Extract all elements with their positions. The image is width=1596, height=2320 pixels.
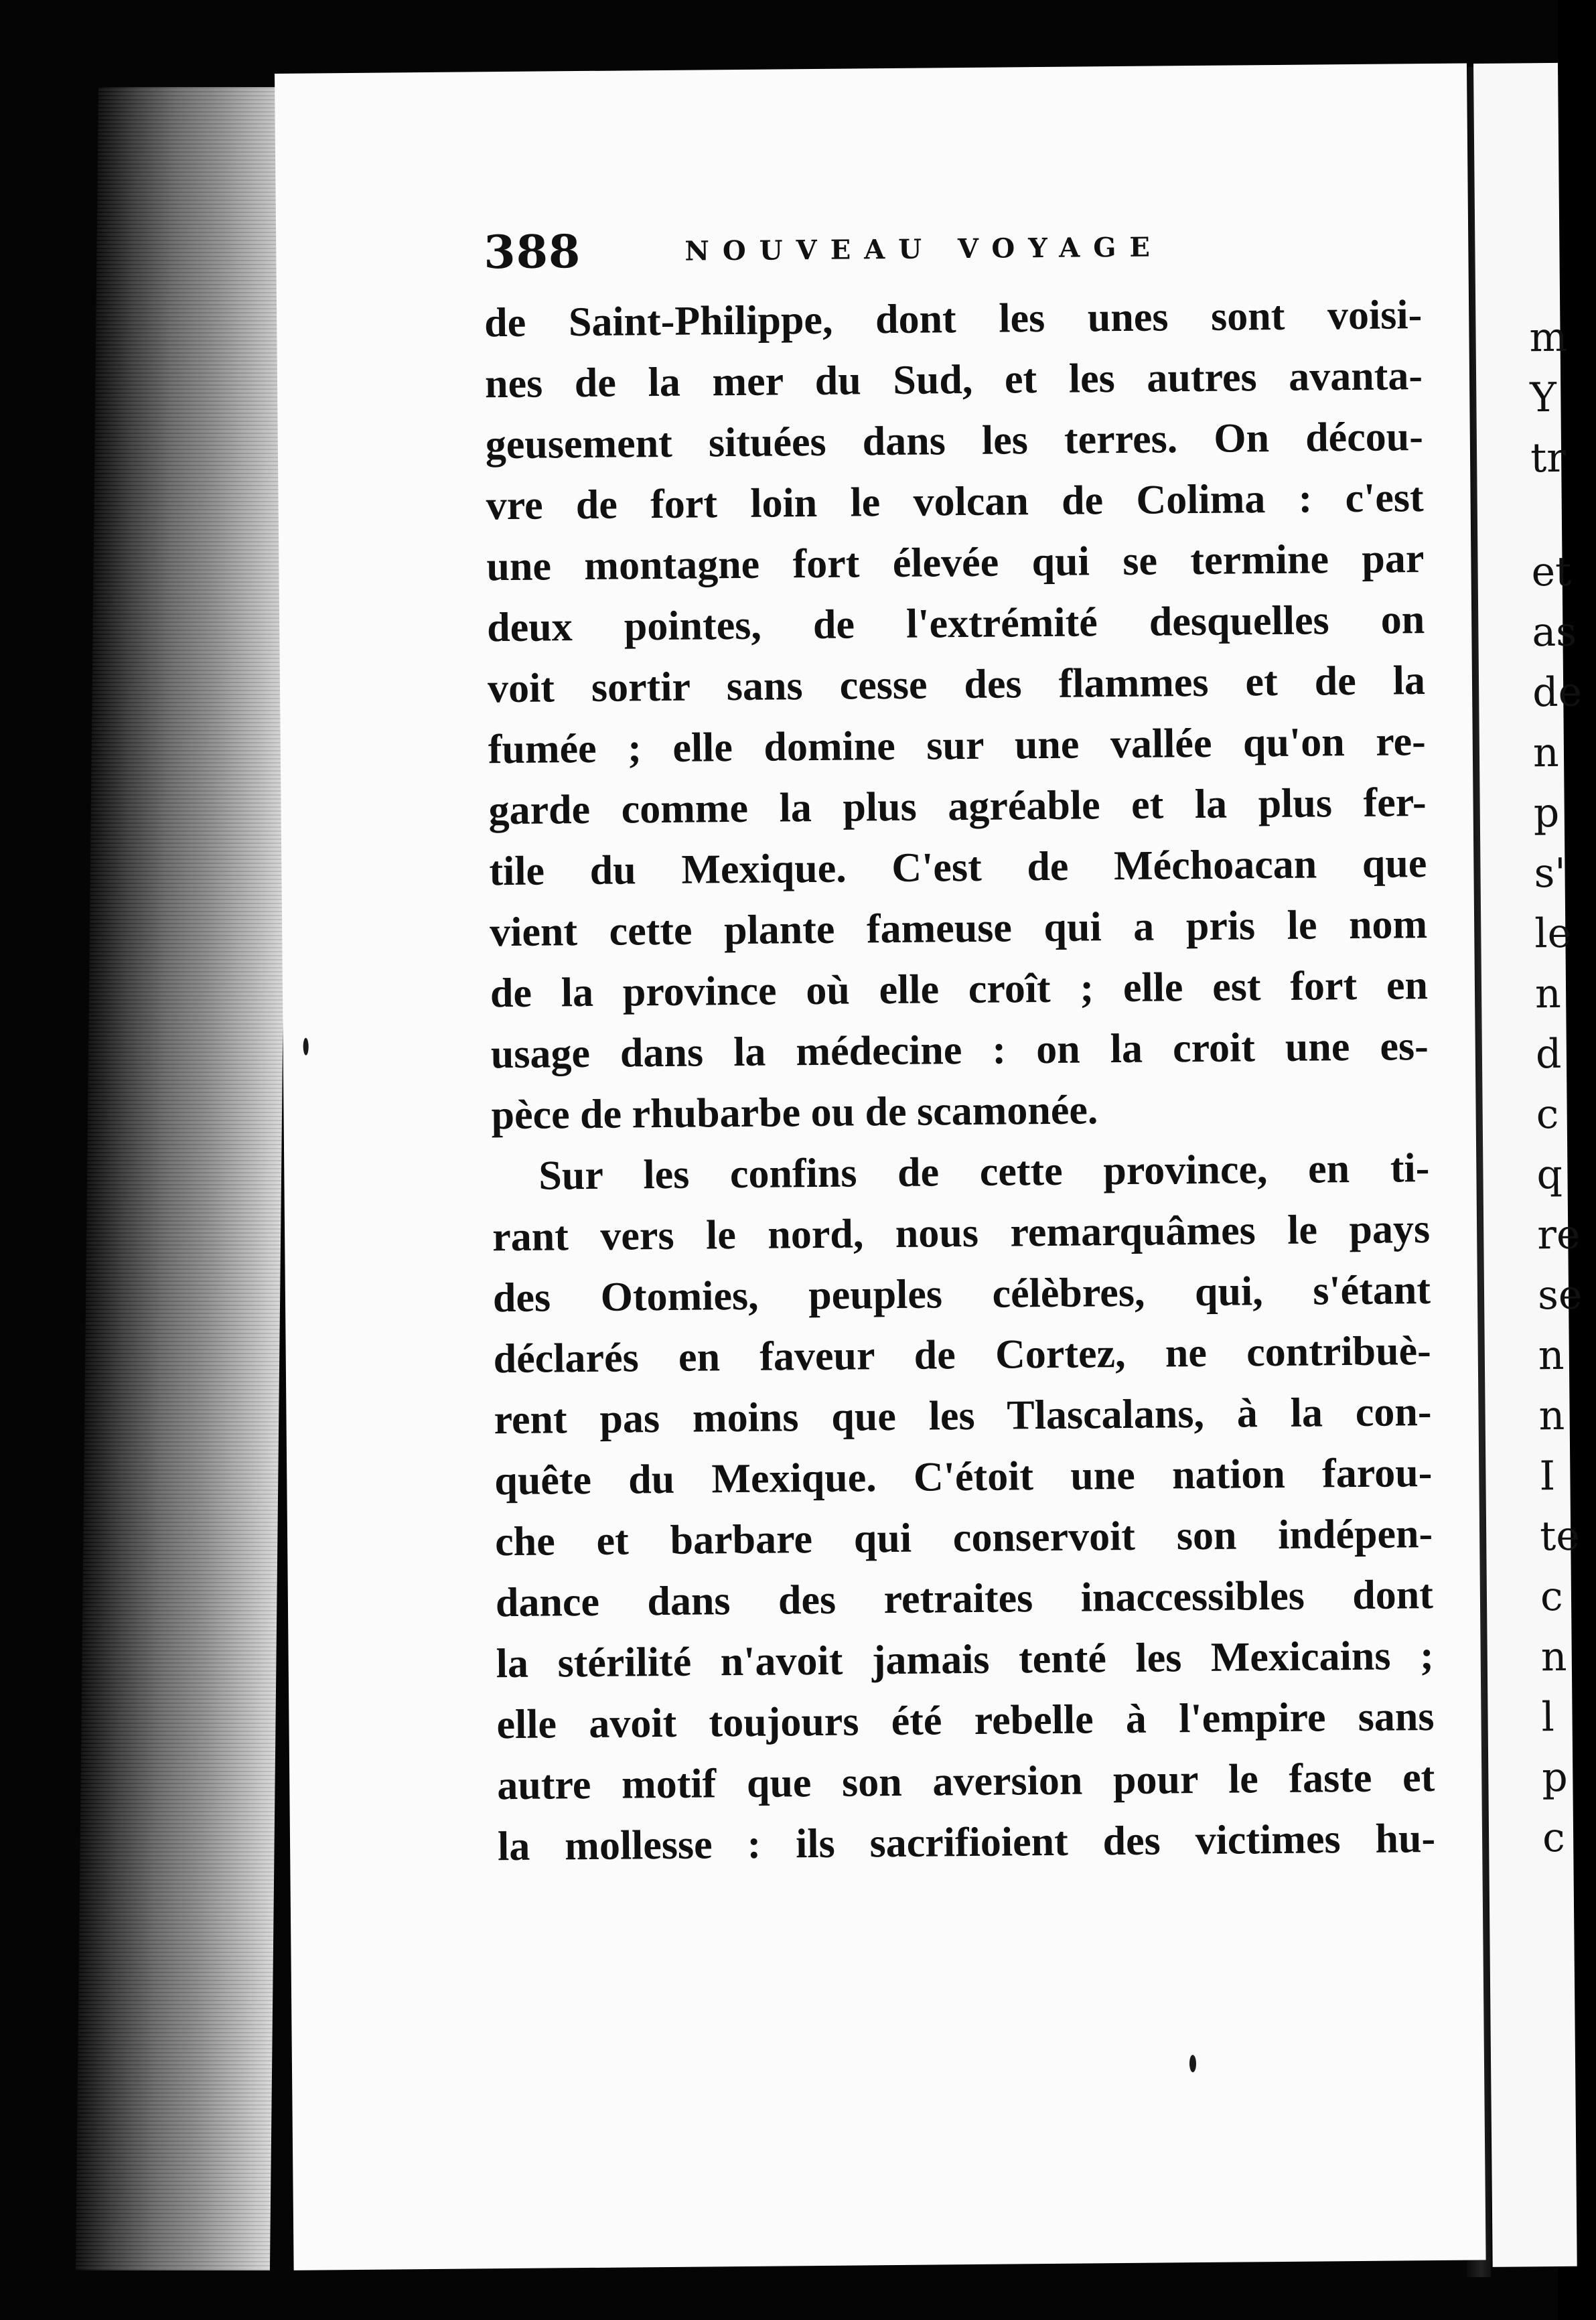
text-line: une montagne fort élevée qui se termine par	[486, 536, 1425, 590]
ink-speck	[303, 1038, 309, 1056]
text-line: deux pointes, de l'extrémité desquelles on	[486, 597, 1425, 651]
facing-page-letter: c	[1536, 1090, 1559, 1139]
text-line: dance dans des retraites inaccessibles dont	[495, 1571, 1434, 1626]
text-line: quête du Mexique. C'étoit une nation farou-	[494, 1449, 1433, 1504]
paragraph-end-line: pèce de rhubarbe ou de scamonée.	[491, 1087, 1098, 1139]
facing-page-letter: c	[1542, 1814, 1566, 1862]
text-line: vient cette plante fameuse qui a pris le nom	[489, 901, 1428, 956]
text-line: de la province où elle croît ; elle est fort en	[490, 962, 1429, 1017]
facing-page-letter: n	[1532, 729, 1559, 777]
page-header	[484, 217, 1489, 279]
text-line: che et barbare qui conservoit son indépen-	[494, 1510, 1433, 1565]
facing-page-letter: se	[1537, 1271, 1583, 1319]
facing-page-letter: Y	[1530, 374, 1557, 422]
facing-page-letter: m	[1529, 313, 1568, 362]
text-line: rant vers le nord, nous remarquâmes le pays	[492, 1206, 1431, 1260]
page-body-text	[484, 285, 1436, 1877]
text-line: tile du Mexique. C'est de Méchoacan que	[489, 841, 1427, 895]
facing-page-letter: et	[1531, 548, 1572, 596]
text-line: autre motif que son aversion pour le faste et	[497, 1754, 1435, 1809]
facing-page-letter: te	[1539, 1512, 1581, 1561]
text-line: nes de la mer du Sud, et les autres avanta-	[484, 353, 1423, 407]
text-line: voit sortir sans cesse des flammes et de la	[487, 658, 1426, 712]
text-line: de Saint-Philippe, dont les unes sont voisi-	[484, 292, 1423, 346]
facing-page-letter: d	[1535, 1030, 1562, 1078]
text-line: la mollesse : ils sacrifioient des victimes hu-	[497, 1815, 1436, 1870]
facing-page-letter: as	[1532, 608, 1577, 656]
facing-page-letter: de	[1532, 668, 1583, 717]
facing-page-letter: tr	[1530, 434, 1567, 482]
running-title: NOUVEAU VOYAGE	[684, 230, 1164, 267]
text-line: des Otomies, peuples célèbres, qui, s'étant	[492, 1267, 1431, 1321]
facing-page-letter: le	[1534, 910, 1572, 958]
text-line: vre de fort loin le volcan de Colima : c'est	[486, 475, 1424, 529]
book-page-edges	[76, 87, 293, 2270]
paragraph-first-line: Sur les confins de cette province, en ti-	[538, 1145, 1430, 1199]
facing-page-letter: n	[1540, 1633, 1567, 1681]
facing-page-letter: n	[1538, 1392, 1565, 1440]
facing-page-letter: c	[1540, 1573, 1563, 1621]
text-line: la stérilité n'avoit jamais tenté les Mexicains ;	[496, 1632, 1434, 1687]
facing-page-letter: l	[1541, 1694, 1555, 1741]
text-line: elle avoit toujours été rebelle à l'empire sans	[496, 1693, 1435, 1748]
facing-page-letter: n	[1534, 970, 1562, 1018]
facing-page-letter: re	[1536, 1211, 1581, 1259]
text-line: fumée ; elle domine sur une vallée qu'on re-	[488, 719, 1427, 773]
facing-page-letter: I	[1539, 1453, 1556, 1500]
facing-page-letter: q	[1536, 1151, 1563, 1199]
text-line: usage dans la médecine : on la croit une es-	[490, 1023, 1429, 1078]
facing-page-letter: p	[1533, 789, 1560, 837]
text-line: geusement situées dans les terres. On décou-	[485, 414, 1424, 468]
text-line: rent pas moins que les Tlascalans, à la con-	[494, 1389, 1432, 1443]
book-page	[275, 63, 1486, 2270]
text-line: déclarés en faveur de Cortez, ne contribuè-	[493, 1328, 1432, 1382]
ink-speck	[1189, 2055, 1196, 2072]
page-number: 388	[483, 225, 581, 280]
facing-page-letter: s'	[1534, 849, 1567, 897]
facing-page-letter: n	[1538, 1331, 1565, 1380]
text-line: garde comme la plus agréable et la plus fer-	[488, 780, 1427, 834]
facing-page-letter: p	[1542, 1753, 1569, 1802]
